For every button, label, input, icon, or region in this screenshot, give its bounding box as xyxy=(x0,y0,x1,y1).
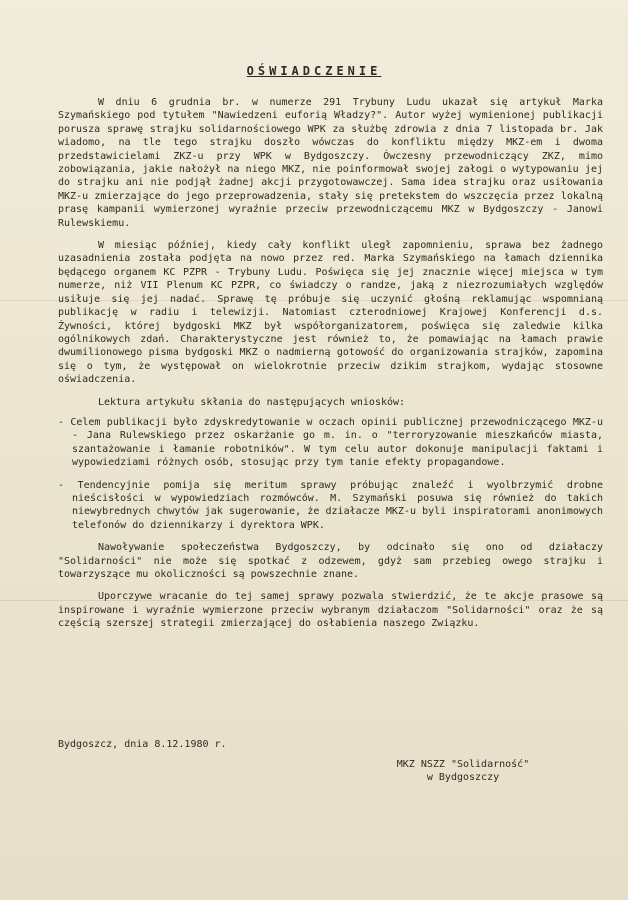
signature-organization: MKZ NSZZ "Solidarność" xyxy=(396,759,530,770)
signature-block xyxy=(363,758,563,785)
conclusions-lead: Lektura artykułu skłania do następujących wniosków: xyxy=(98,396,406,408)
document-body xyxy=(58,96,603,640)
closing-paragraph-2: Uporczywe wracanie do tej samej sprawy pozwala stwierdzić, że te akcje prasowe są inspirowane i wyraźnie wymierzone przeciw wybranym działaczom "Solidarności" oraz że są częścią szerszej strategii zmierzającej do osłabienia naszego Związku. xyxy=(58,591,603,630)
paragraph-2: W miesiąc później, kiedy cały konflikt uległ zapomnieniu, sprawa bez żadnego uzasadnienia została podjęta na nowo przez red. Marka Szymańskiego na łamach dziennika będącego organem KC PZPR - Trybuny Ludu. Poświęca się jej znacznie więcej miejsca w tym numerze, niż VII Plenum KC PZPR, co świadczy o randze, jaką z niezrozumiałych względów usiłuje się jej nadać. Sprawę tę próbuje się uczynić głośną reklamując wspomnianą publikację w radiu i telewizji. Natomiast czterodniowej Krajowej Konferencji d.s. Żywności, której bydgoski MKZ był współorganizatorem, poświęca się zaledwie kilka ogólnikowych zdań. Charakterystyczne jest również to, że pomawiając na łamach prawie dwumilionowego pisma bydgoski MKZ o nadmierną gotowość do organizowania strajków, zapomina się o tym, że występował on wielokrotnie przeciw dzikim strajkom, wydając stosowne oświadczenia. xyxy=(58,240,603,386)
signature-city: w Bydgoszczy xyxy=(426,772,500,784)
document-title: OŚWIADCZENIE xyxy=(246,64,382,78)
place-date: Bydgoszcz, dnia 8.12.1980 r. xyxy=(58,739,227,750)
conclusion-item-2: - Tendencyjnie pomija się meritum sprawy próbując znaleźć i wyolbrzymić drobne nieścisłości w wypowiedziach rozmówców. M. Szymański posuwa się również do takich niewybrednych chwytów jak sugerowanie, że działacze MKZ-u byli inspiratorami anonimowych telefonów do dziennikarzy i dyrektora WPK. xyxy=(58,479,603,531)
paragraph-1: W dniu 6 grudnia br. w numerze 291 Trybuny Ludu ukazał się artykuł Marka Szymańskiego pod tytułem "Nawiedzeni euforią Władzy?". Autor wyżej wymienionej publikacji porusza sprawę strajku solidarnościowego WPK za służbę zdrowia z dnia 7 listopada br. Jak wiadomo, na tle tego strajku doszło wówczas do konfliktu między MKZ-em i dwoma przedstawicielami ZKZ-u przy WPK w Bydgoszczy. Ówczesny przewodniczący ZKZ, mimo zobowiązania, jakie nałożył na niego MKZ, nie poinformował swojej załogi o wytypowaniu jej do strajku ani nie podjął żadnej akcji przygotowawczej. Sama idea strajku oraz usiłowania MKZ-u zmierzające do jego przeprowadzenia, stały się pretekstem do wszczęcia przez lokalną prasę kampanii wymierzonej wyraźnie przeciw przewodniczącemu MKZ w Bydgoszczy - Janowi Rulewskiemu. xyxy=(58,97,603,229)
closing-paragraph-1: Nawoływanie społeczeństwa Bydgoszczy, by odcinało się ono od działaczy "Solidarności" nie może się spotkać z odzewem, gdyż sam przebieg owego strajku i towarzyszące mu okoliczności są powszechnie znane. xyxy=(58,542,603,580)
conclusion-item-1: - Celem publikacji było zdyskredytowanie w oczach opinii publicznej przewodniczącego MKZ-u - Jana Rulewskiego przez oskarżanie go m. in. o "terroryzowanie mieszkańców miasta, szantażowanie i łamanie robotników". W tym celu autor dokonuje manipulacji faktami i wypowiedziami różnych osób, stosując przy tym tanie efekty propagandowe. xyxy=(58,416,603,469)
